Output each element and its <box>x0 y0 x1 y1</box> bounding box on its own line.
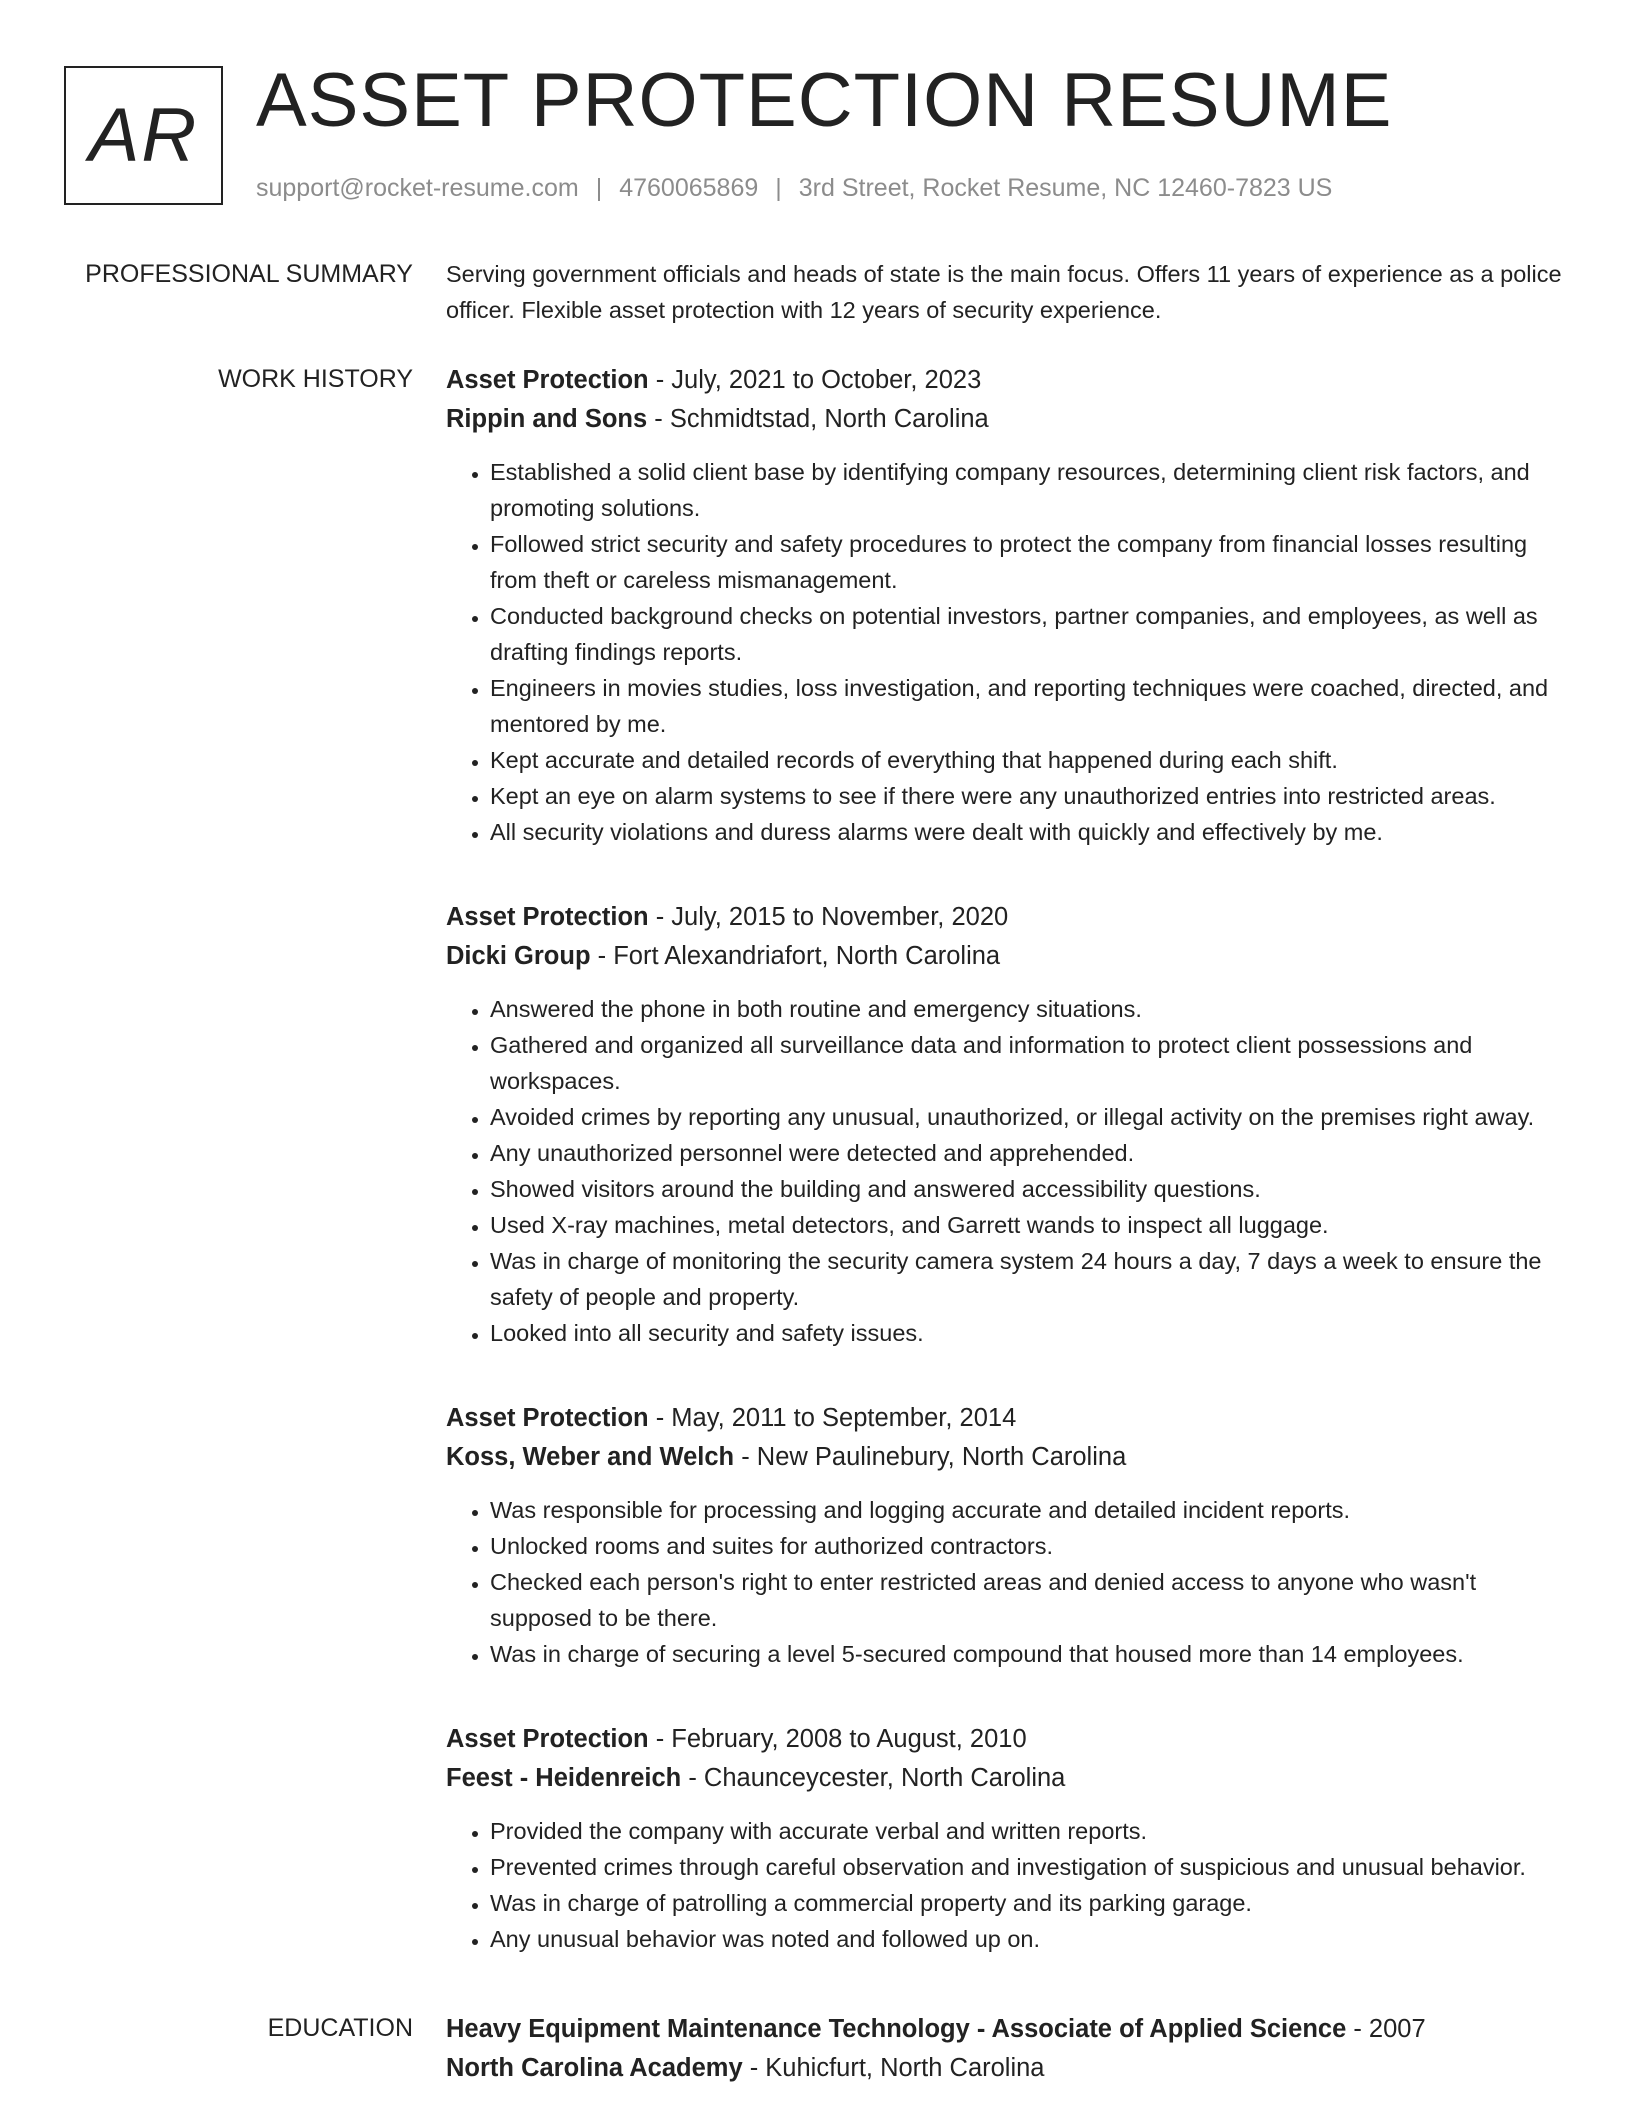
contact-phone: 4760065869 <box>619 174 759 202</box>
section-label-education: EDUCATION <box>267 2014 413 2042</box>
job-bullet: • Was in charge of securing a level 5-secured compound that housed more than 14 employees. <box>490 1636 1566 1672</box>
job-title-line <box>446 361 1566 400</box>
job-company-line <box>446 400 1566 439</box>
contact-email: support@rocket-resume.com <box>256 174 579 202</box>
job-company: Koss, Weber and Welch <box>446 1443 735 1471</box>
job-company: Dicki Group <box>446 942 591 970</box>
job-bullet: • Established a solid client base by identifying company resources, determining client risk factors, and promoting solutions. <box>490 454 1566 526</box>
job-bullet: • Avoided crimes by reporting any unusual, unauthorized, or illegal activity on the premises right away. <box>490 1099 1566 1135</box>
job-bullet: • Engineers in movies studies, loss investigation, and reporting techniques were coached, directed, and mentored by me. <box>490 670 1566 742</box>
job-bullet: • Was in charge of monitoring the security camera system 24 hours a day, 7 days a week to ensure the safety of people and property. <box>490 1243 1566 1315</box>
job-bullet: • Was responsible for processing and logging accurate and detailed incident reports. <box>490 1492 1566 1528</box>
job-bullet: • Was in charge of patrolling a commercial property and its parking garage. <box>490 1885 1566 1921</box>
job-dates: - July, 2021 to October, 2023 <box>648 366 982 394</box>
job-location: - Chaunceycester, North Carolina <box>681 1764 1066 1792</box>
job-bullet: • Answered the phone in both routine and emergency situations. <box>490 991 1566 1027</box>
education-school: North Carolina Academy <box>446 2054 743 2082</box>
contact-line <box>256 174 1332 203</box>
job-title: Asset Protection <box>446 903 649 931</box>
summary-text: Serving government officials and heads of state is the main focus. Offers 11 years of experience as a police officer. Flexible asset protection with 12 years of security experience. <box>446 261 1562 323</box>
job-bullet: • Any unusual behavior was noted and followed up on. <box>490 1921 1566 1957</box>
job-company-line <box>446 1759 1566 1798</box>
job-bullet-list <box>446 1492 1566 1672</box>
job-bullet: • Showed visitors around the building and answered accessibility questions. <box>490 1171 1566 1207</box>
education-year: - 2007 <box>1346 2015 1426 2043</box>
job-company-line <box>446 937 1566 976</box>
job-title-line <box>446 1399 1566 1438</box>
contact-separator: | <box>595 174 603 202</box>
job-entry <box>446 361 1566 850</box>
job-bullet: • All security violations and duress alarms were dealt with quickly and effectively by me. <box>490 814 1566 850</box>
education-school-line <box>446 2049 1566 2088</box>
job-bullet: • Prevented crimes through careful observation and investigation of suspicious and unusual behavior. <box>490 1849 1566 1885</box>
section-label-summary: PROFESSIONAL SUMMARY <box>85 260 413 288</box>
job-location: - Fort Alexandriafort, North Carolina <box>590 942 1001 970</box>
job-bullet: • Provided the company with accurate verbal and written reports. <box>490 1813 1566 1849</box>
job-bullet: • Kept an eye on alarm systems to see if there were any unauthorized entries into restricted areas. <box>490 778 1566 814</box>
job-company: Rippin and Sons <box>446 405 648 433</box>
section-label-work-history: WORK HISTORY <box>218 365 413 393</box>
contact-address: 3rd Street, Rocket Resume, NC 12460-7823 US <box>798 174 1333 202</box>
job-bullet: • Gathered and organized all surveillance data and information to protect client possessions and workspaces. <box>490 1027 1566 1099</box>
job-bullet: • Checked each person's right to enter restricted areas and denied access to anyone who wasn't supposed to be there. <box>490 1564 1566 1636</box>
job-entry <box>446 1720 1566 1957</box>
job-dates: - July, 2015 to November, 2020 <box>648 903 1009 931</box>
job-company-line <box>446 1438 1566 1477</box>
job-entry <box>446 898 1566 1351</box>
job-bullet: • Conducted background checks on potential investors, partner companies, and employees, as well as drafting findings reports. <box>490 598 1566 670</box>
job-title-line <box>446 1720 1566 1759</box>
job-title: Asset Protection <box>446 1404 649 1432</box>
education-location: - Kuhicfurt, North Carolina <box>742 2054 1045 2082</box>
job-bullet: • Any unauthorized personnel were detected and apprehended. <box>490 1135 1566 1171</box>
job-company: Feest - Heidenreich <box>446 1764 682 1792</box>
job-bullet-list <box>446 454 1566 850</box>
job-entry <box>446 1399 1566 1672</box>
job-bullet: • Kept accurate and detailed records of everything that happened during each shift. <box>490 742 1566 778</box>
job-dates: - February, 2008 to August, 2010 <box>648 1725 1027 1753</box>
job-bullet-list <box>446 1813 1566 1957</box>
monogram-box <box>64 66 223 205</box>
job-bullet: • Used X-ray machines, metal detectors, and Garrett wands to inspect all luggage. <box>490 1207 1566 1243</box>
job-title: Asset Protection <box>446 1725 649 1753</box>
job-bullet: • Followed strict security and safety procedures to protect the company from financial losses resulting from theft or careless mismanagement. <box>490 526 1566 598</box>
resume-title: ASSET PROTECTION RESUME <box>256 58 1393 143</box>
job-location: - New Paulinebury, North Carolina <box>734 1443 1127 1471</box>
job-title-line <box>446 898 1566 937</box>
job-dates: - May, 2011 to September, 2014 <box>648 1404 1017 1432</box>
job-title: Asset Protection <box>446 366 649 394</box>
monogram-initials: AR <box>88 93 199 178</box>
job-bullet: • Looked into all security and safety issues. <box>490 1315 1566 1351</box>
education-degree: Heavy Equipment Maintenance Technology - Associate of Applied Science <box>446 2015 1347 2043</box>
education-degree-line <box>446 2010 1566 2049</box>
job-bullet-list <box>446 991 1566 1351</box>
contact-separator: | <box>775 174 782 202</box>
job-bullet: • Unlocked rooms and suites for authorized contractors. <box>490 1528 1566 1564</box>
job-location: - Schmidtstad, North Carolina <box>647 405 989 433</box>
